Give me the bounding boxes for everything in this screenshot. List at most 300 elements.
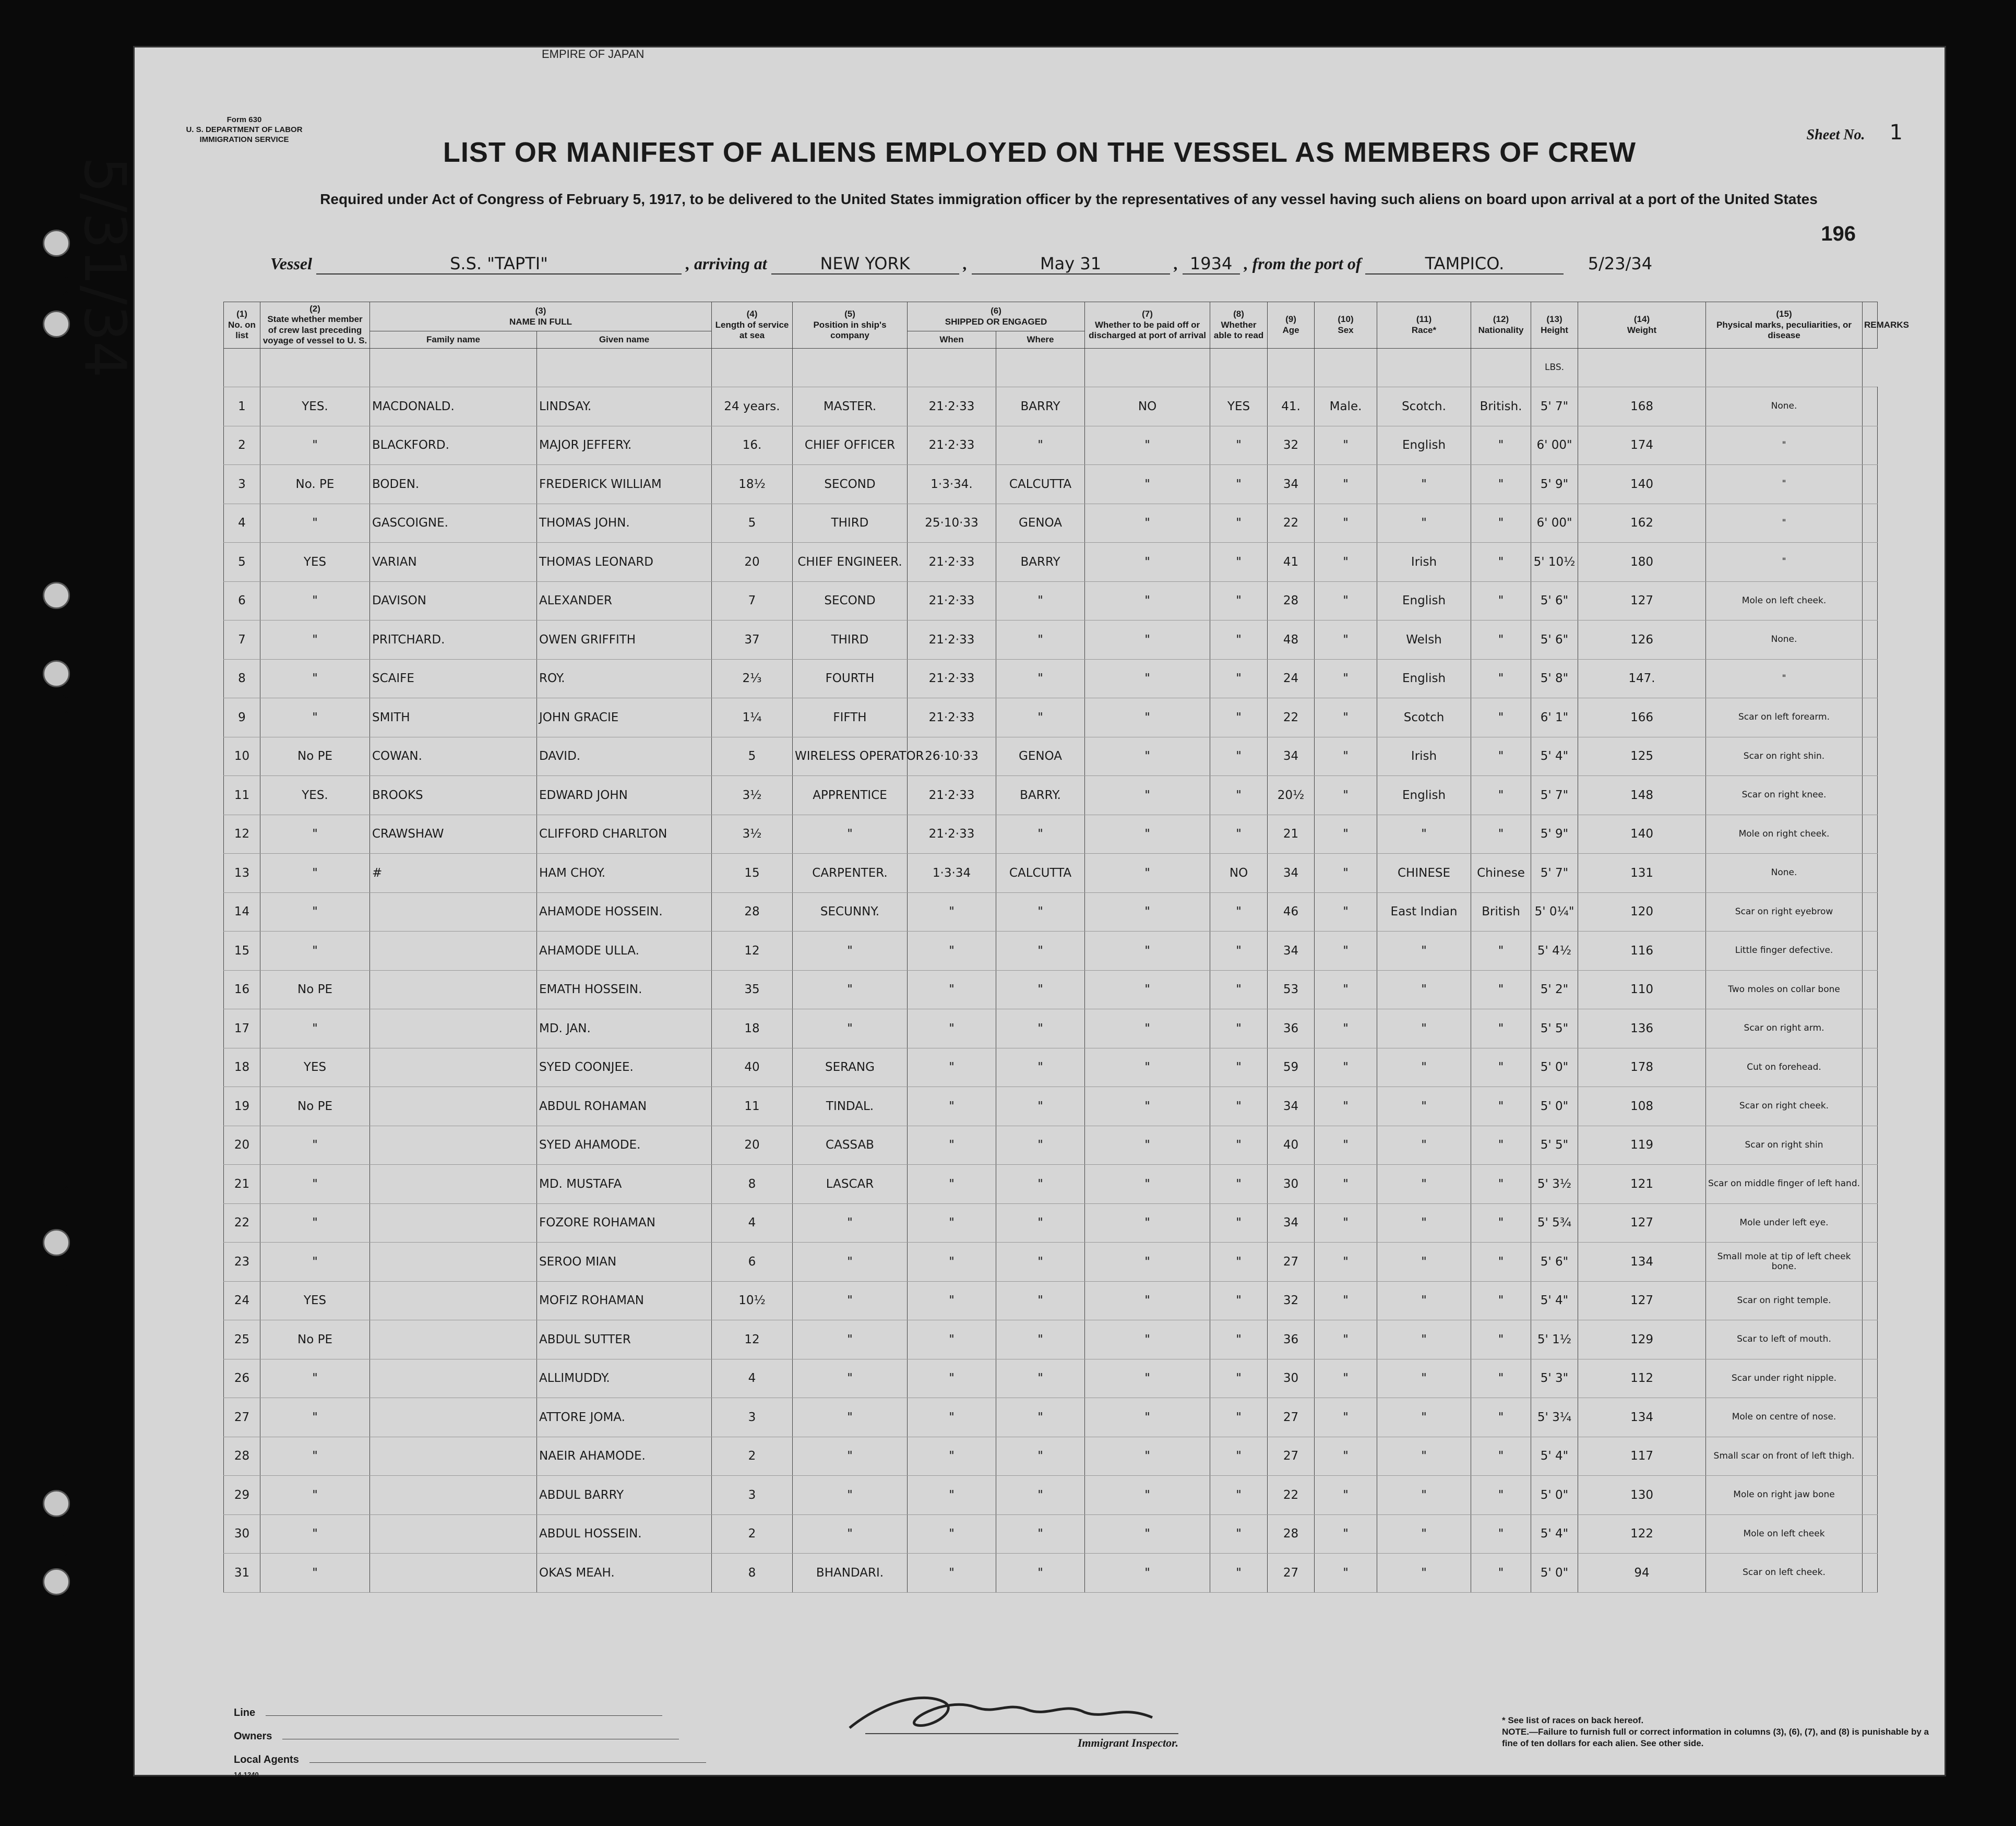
sheet-label: Sheet No. xyxy=(1806,127,1865,143)
paid-off-cell: " xyxy=(1085,1243,1210,1282)
shipped-when-cell: 21·2·33 xyxy=(908,659,996,698)
sex-cell: " xyxy=(1315,698,1377,737)
remarks-cell xyxy=(1863,1009,1878,1048)
weight-cell: 108 xyxy=(1578,1087,1706,1126)
race-cell: " xyxy=(1377,1203,1471,1243)
age-cell: 34 xyxy=(1268,1203,1315,1243)
given-name-cell: LINDSAY. xyxy=(537,387,712,426)
age-cell: 30 xyxy=(1268,1359,1315,1398)
weight-cell: 140 xyxy=(1578,815,1706,854)
crew-rows xyxy=(224,348,1878,1592)
row-number-cell: 12 xyxy=(224,815,260,854)
race-cell: " xyxy=(1377,815,1471,854)
remarks-cell xyxy=(1863,1087,1878,1126)
age-cell: 28 xyxy=(1268,581,1315,620)
position-cell: " xyxy=(793,1398,908,1437)
shipped-when-cell: 26·10·33 xyxy=(908,737,996,776)
departure-date: 5/23/34 xyxy=(1588,254,1653,273)
able-to-read-cell: " xyxy=(1210,1320,1268,1359)
remarks-cell xyxy=(1863,854,1878,893)
race-cell: " xyxy=(1377,1514,1471,1554)
table-row xyxy=(224,698,1878,737)
row-number-cell: 23 xyxy=(224,1243,260,1282)
family-name-cell xyxy=(370,1165,537,1204)
age-cell: 46 xyxy=(1268,892,1315,932)
table-row xyxy=(224,854,1878,893)
paid-off-cell: " xyxy=(1085,659,1210,698)
remarks-cell xyxy=(1863,1554,1878,1593)
weight-cell: 121 xyxy=(1578,1165,1706,1204)
able-to-read-cell: " xyxy=(1210,1359,1268,1398)
row-number-cell: 13 xyxy=(224,854,260,893)
sex-cell: " xyxy=(1315,932,1377,971)
race-cell: " xyxy=(1377,1320,1471,1359)
table-row xyxy=(224,815,1878,854)
table-row xyxy=(224,1359,1878,1398)
remarks-cell xyxy=(1863,543,1878,582)
age-cell: 27 xyxy=(1268,1398,1315,1437)
row-number-cell: 16 xyxy=(224,970,260,1009)
from-port: TAMPICO. xyxy=(1365,254,1564,275)
shipped-when-cell: " xyxy=(908,1048,996,1087)
height-cell: 5' 5" xyxy=(1531,1009,1578,1048)
shipped-where-cell: " xyxy=(996,815,1085,854)
given-name-cell: ABDUL BARRY xyxy=(537,1476,712,1515)
table-row xyxy=(224,659,1878,698)
row-number-cell: 15 xyxy=(224,932,260,971)
age-cell: 34 xyxy=(1268,854,1315,893)
arrival-date: May 31 xyxy=(972,254,1170,275)
paid-off-cell: " xyxy=(1085,776,1210,815)
shipped-where-cell: " xyxy=(996,620,1085,660)
sex-cell: " xyxy=(1315,892,1377,932)
sex-cell: " xyxy=(1315,1320,1377,1359)
weight-cell: 131 xyxy=(1578,854,1706,893)
col-given-name-header: Given name xyxy=(537,331,712,348)
weight-cell: 117 xyxy=(1578,1437,1706,1476)
nationality-cell: " xyxy=(1471,1398,1531,1437)
arriving-port: NEW YORK xyxy=(771,254,959,275)
shipped-when-cell: " xyxy=(908,1514,996,1554)
nationality-cell: " xyxy=(1471,1437,1531,1476)
table-row xyxy=(224,970,1878,1009)
length-of-service-cell: 11 xyxy=(712,1087,793,1126)
length-of-service-cell: 3½ xyxy=(712,815,793,854)
able-to-read-cell: " xyxy=(1210,1203,1268,1243)
age-cell: 34 xyxy=(1268,737,1315,776)
family-name-cell: PRITCHARD. xyxy=(370,620,537,660)
length-of-service-cell: 1¼ xyxy=(712,698,793,737)
row-number-cell: 31 xyxy=(224,1554,260,1593)
age-cell: 41. xyxy=(1268,387,1315,426)
position-cell: CARPENTER. xyxy=(793,854,908,893)
height-cell: 5' 9" xyxy=(1531,815,1578,854)
physical-marks-cell: Mole under left eye. xyxy=(1706,1203,1863,1243)
family-name-cell: MACDONALD. xyxy=(370,387,537,426)
sex-cell: " xyxy=(1315,737,1377,776)
empire-stamp: EMPIRE OF JAPAN xyxy=(542,47,645,61)
manifest-page xyxy=(133,46,1946,1779)
family-name-cell xyxy=(370,932,537,971)
height-cell: 6' 00" xyxy=(1531,504,1578,543)
length-of-service-cell: 12 xyxy=(712,1320,793,1359)
penalty-note: NOTE.—Failure to furnish full or correct information in columns (3), (6), (7), and (8) is punishable by a fine of ten dollars for each alien. See other side. xyxy=(1502,1727,1929,1749)
shipped-when-cell: 21·2·33 xyxy=(908,387,996,426)
length-of-service-cell: 5 xyxy=(712,504,793,543)
family-name-cell: DAVISON xyxy=(370,581,537,620)
arriving-label: , arriving at xyxy=(686,254,767,273)
position-cell: LASCAR xyxy=(793,1165,908,1204)
paid-off-cell: " xyxy=(1085,932,1210,971)
sex-cell: " xyxy=(1315,1281,1377,1320)
position-cell: MASTER. xyxy=(793,387,908,426)
race-cell: Scotch. xyxy=(1377,387,1471,426)
physical-marks-cell: " xyxy=(1706,659,1863,698)
sex-cell: " xyxy=(1315,970,1377,1009)
length-of-service-cell: 2⅓ xyxy=(712,659,793,698)
paid-off-cell: " xyxy=(1085,854,1210,893)
sex-cell: " xyxy=(1315,1437,1377,1476)
col-paid-off-header: (7) Whether to be paid off or discharged at port of arrival xyxy=(1085,302,1210,349)
col-service-header: (4) Length of service at sea xyxy=(712,302,793,349)
prev-voyage-cell: " xyxy=(260,659,370,698)
physical-marks-cell: Scar to left of mouth. xyxy=(1706,1320,1863,1359)
table-row xyxy=(224,1165,1878,1204)
prev-voyage-cell: " xyxy=(260,892,370,932)
paid-off-cell: " xyxy=(1085,1514,1210,1554)
height-cell: 5' 3½ xyxy=(1531,1165,1578,1204)
table-row xyxy=(224,1320,1878,1359)
prev-voyage-cell: " xyxy=(260,932,370,971)
family-name-cell: COWAN. xyxy=(370,737,537,776)
from-label: , from the port of xyxy=(1244,254,1362,273)
nationality-cell: " xyxy=(1471,620,1531,660)
family-name-cell xyxy=(370,1281,537,1320)
shipped-where-cell: " xyxy=(996,970,1085,1009)
physical-marks-cell: Little finger defective. xyxy=(1706,932,1863,971)
table-row xyxy=(224,387,1878,426)
shipped-where-cell: " xyxy=(996,932,1085,971)
age-cell: 40 xyxy=(1268,1126,1315,1165)
remarks-cell xyxy=(1863,1359,1878,1398)
row-number-cell: 25 xyxy=(224,1320,260,1359)
col-no-header: (1) No. on list xyxy=(224,302,260,349)
remarks-cell xyxy=(1863,620,1878,660)
length-of-service-cell: 28 xyxy=(712,892,793,932)
physical-marks-cell: " xyxy=(1706,504,1863,543)
prev-voyage-cell: " xyxy=(260,504,370,543)
position-cell: THIRD xyxy=(793,504,908,543)
table-row xyxy=(224,504,1878,543)
prev-voyage-cell: " xyxy=(260,698,370,737)
position-cell: TINDAL. xyxy=(793,1087,908,1126)
physical-marks-cell: Small mole at tip of left cheek bone. xyxy=(1706,1243,1863,1282)
height-cell: 5' 7" xyxy=(1531,387,1578,426)
nationality-cell: " xyxy=(1471,1514,1531,1554)
row-number-cell: 10 xyxy=(224,737,260,776)
height-cell: 5' 6" xyxy=(1531,620,1578,660)
length-of-service-cell: 3 xyxy=(712,1476,793,1515)
table-row xyxy=(224,1203,1878,1243)
height-cell: 5' 4½ xyxy=(1531,932,1578,971)
binder-hole xyxy=(43,1490,70,1517)
nationality-cell: " xyxy=(1471,504,1531,543)
given-name-cell: HAM CHOY. xyxy=(537,854,712,893)
nationality-cell: " xyxy=(1471,1203,1531,1243)
family-name-cell xyxy=(370,1476,537,1515)
sex-cell: " xyxy=(1315,1359,1377,1398)
nationality-cell: British. xyxy=(1471,387,1531,426)
position-cell: " xyxy=(793,1514,908,1554)
nationality-cell: " xyxy=(1471,1009,1531,1048)
race-cell: " xyxy=(1377,1437,1471,1476)
paid-off-cell: " xyxy=(1085,1437,1210,1476)
able-to-read-cell: NO xyxy=(1210,854,1268,893)
shipped-where-cell: " xyxy=(996,1009,1085,1048)
sex-cell: " xyxy=(1315,776,1377,815)
nationality-cell: British xyxy=(1471,892,1531,932)
remarks-cell xyxy=(1863,1165,1878,1204)
sex-cell: " xyxy=(1315,504,1377,543)
length-of-service-cell: 12 xyxy=(712,932,793,971)
column-numbers-row xyxy=(224,302,1878,331)
shipped-when-cell: 21·2·33 xyxy=(908,581,996,620)
given-name-cell: THOMAS JOHN. xyxy=(537,504,712,543)
given-name-cell: EMATH HOSSEIN. xyxy=(537,970,712,1009)
length-of-service-cell: 18 xyxy=(712,1009,793,1048)
shipped-when-cell: 1·3·34. xyxy=(908,465,996,504)
row-number-cell: 26 xyxy=(224,1359,260,1398)
race-cell: English xyxy=(1377,426,1471,465)
sex-cell: " xyxy=(1315,620,1377,660)
shipped-where-cell: BARRY xyxy=(996,387,1085,426)
position-cell: " xyxy=(793,1359,908,1398)
binder-hole xyxy=(43,582,70,609)
position-cell: CHIEF OFFICER xyxy=(793,426,908,465)
race-cell: English xyxy=(1377,581,1471,620)
physical-marks-cell: Scar on right shin xyxy=(1706,1126,1863,1165)
sex-cell: " xyxy=(1315,1203,1377,1243)
race-cell: " xyxy=(1377,1398,1471,1437)
service-name: IMMIGRATION SERVICE xyxy=(199,135,289,144)
paid-off-cell: " xyxy=(1085,581,1210,620)
height-cell: 5' 4" xyxy=(1531,737,1578,776)
height-cell: 5' 4" xyxy=(1531,1281,1578,1320)
table-row xyxy=(224,892,1878,932)
prev-voyage-cell: No PE xyxy=(260,1087,370,1126)
length-of-service-cell: 3 xyxy=(712,1398,793,1437)
able-to-read-cell: " xyxy=(1210,1554,1268,1593)
race-cell: " xyxy=(1377,1048,1471,1087)
race-cell: Scotch xyxy=(1377,698,1471,737)
prev-voyage-cell: No PE xyxy=(260,737,370,776)
race-cell: " xyxy=(1377,1243,1471,1282)
race-cell: Irish xyxy=(1377,737,1471,776)
family-name-cell xyxy=(370,1320,537,1359)
prev-voyage-cell: " xyxy=(260,1243,370,1282)
paid-off-cell: " xyxy=(1085,620,1210,660)
physical-marks-cell: Scar on left cheek. xyxy=(1706,1554,1863,1593)
shipped-where-cell: " xyxy=(996,1087,1085,1126)
length-of-service-cell: 16. xyxy=(712,426,793,465)
nationality-cell: " xyxy=(1471,1048,1531,1087)
age-cell: 59 xyxy=(1268,1048,1315,1087)
age-cell: 22 xyxy=(1268,698,1315,737)
row-number-cell: 21 xyxy=(224,1165,260,1204)
shipped-when-cell: 21·2·33 xyxy=(908,543,996,582)
shipped-when-cell: " xyxy=(908,1476,996,1515)
weight-cell: 147. xyxy=(1578,659,1706,698)
position-cell: " xyxy=(793,932,908,971)
weight-cell: 122 xyxy=(1578,1514,1706,1554)
prev-voyage-cell: YES xyxy=(260,1281,370,1320)
shipped-when-cell: " xyxy=(908,1281,996,1320)
given-name-cell: SYED AHAMODE. xyxy=(537,1126,712,1165)
family-name-cell: BODEN. xyxy=(370,465,537,504)
position-cell: CHIEF ENGINEER. xyxy=(793,543,908,582)
row-number-cell: 28 xyxy=(224,1437,260,1476)
age-cell: 22 xyxy=(1268,504,1315,543)
remarks-cell xyxy=(1863,1437,1878,1476)
age-cell: 24 xyxy=(1268,659,1315,698)
prev-voyage-cell: YES. xyxy=(260,387,370,426)
remarks-cell xyxy=(1863,426,1878,465)
length-of-service-cell: 4 xyxy=(712,1359,793,1398)
length-of-service-cell: 5 xyxy=(712,737,793,776)
position-cell: " xyxy=(793,815,908,854)
remarks-cell xyxy=(1863,698,1878,737)
family-name-cell: CRAWSHAW xyxy=(370,815,537,854)
sheet-number: 1 xyxy=(1889,121,1903,145)
height-cell: 6' 00" xyxy=(1531,426,1578,465)
paid-off-cell: " xyxy=(1085,1009,1210,1048)
able-to-read-cell: " xyxy=(1210,1165,1268,1204)
col-height-header: (13) Height xyxy=(1531,302,1578,349)
shipped-where-cell: " xyxy=(996,581,1085,620)
family-name-cell xyxy=(370,1087,537,1126)
row-number-cell: 24 xyxy=(224,1281,260,1320)
remarks-cell xyxy=(1863,504,1878,543)
able-to-read-cell: " xyxy=(1210,815,1268,854)
family-name-cell: GASCOIGNE. xyxy=(370,504,537,543)
able-to-read-cell: " xyxy=(1210,932,1268,971)
weight-cell: 130 xyxy=(1578,1476,1706,1515)
length-of-service-cell: 2 xyxy=(712,1514,793,1554)
table-row xyxy=(224,737,1878,776)
remarks-cell xyxy=(1863,1398,1878,1437)
prev-voyage-cell: No. PE xyxy=(260,465,370,504)
age-cell: 41 xyxy=(1268,543,1315,582)
able-to-read-cell: " xyxy=(1210,1087,1268,1126)
given-name-cell: ABDUL HOSSEIN. xyxy=(537,1514,712,1554)
position-cell: " xyxy=(793,970,908,1009)
physical-marks-cell: Two moles on collar bone xyxy=(1706,970,1863,1009)
table-row xyxy=(224,543,1878,582)
remarks-cell xyxy=(1863,776,1878,815)
given-name-cell: MAJOR JEFFERY. xyxy=(537,426,712,465)
shipped-when-cell: " xyxy=(908,1087,996,1126)
shipped-where-cell: " xyxy=(996,1514,1085,1554)
row-number-cell: 4 xyxy=(224,504,260,543)
length-of-service-cell: 18½ xyxy=(712,465,793,504)
prev-voyage-cell: " xyxy=(260,1554,370,1593)
weight-cell: 112 xyxy=(1578,1359,1706,1398)
family-name-cell xyxy=(370,1048,537,1087)
remarks-cell xyxy=(1863,1320,1878,1359)
binder-hole xyxy=(43,271,70,299)
shipped-when-cell: 1·3·34 xyxy=(908,854,996,893)
given-name-cell: OKAS MEAH. xyxy=(537,1554,712,1593)
row-number-cell: 20 xyxy=(224,1126,260,1165)
weight-cell: 119 xyxy=(1578,1126,1706,1165)
sex-cell: " xyxy=(1315,1126,1377,1165)
arrival-year: 1934 xyxy=(1183,254,1240,275)
remarks-cell xyxy=(1863,659,1878,698)
able-to-read-cell: " xyxy=(1210,698,1268,737)
prev-voyage-cell: " xyxy=(260,426,370,465)
height-cell: 5' 9" xyxy=(1531,465,1578,504)
position-cell: " xyxy=(793,1243,908,1282)
physical-marks-cell: Scar on right arm. xyxy=(1706,1009,1863,1048)
table-row xyxy=(224,581,1878,620)
col-age-header: (9) Age xyxy=(1268,302,1315,349)
family-name-cell xyxy=(370,892,537,932)
footer-line-field: Line xyxy=(234,1707,662,1719)
col-prev-voyage-header: (2) State whether member of crew last preceding voyage of vessel to U. S. xyxy=(260,302,370,349)
sex-cell: " xyxy=(1315,1514,1377,1554)
inspector-label: Immigrant Inspector. xyxy=(865,1733,1178,1750)
able-to-read-cell: " xyxy=(1210,892,1268,932)
row-number-cell: 7 xyxy=(224,620,260,660)
shipped-when-cell: 21·2·33 xyxy=(908,815,996,854)
position-cell: " xyxy=(793,1203,908,1243)
paid-off-cell: " xyxy=(1085,892,1210,932)
footer-owners-field: Owners xyxy=(234,1730,679,1743)
physical-marks-cell: Scar under right nipple. xyxy=(1706,1359,1863,1398)
row-number-cell: 8 xyxy=(224,659,260,698)
able-to-read-cell: " xyxy=(1210,1281,1268,1320)
position-cell: " xyxy=(793,1476,908,1515)
height-cell: 5' 0¼" xyxy=(1531,892,1578,932)
remarks-cell xyxy=(1863,1126,1878,1165)
given-name-cell: ABDUL SUTTER xyxy=(537,1320,712,1359)
physical-marks-cell: None. xyxy=(1706,387,1863,426)
footer-notes xyxy=(1502,1715,1930,1749)
given-name-cell: MD. JAN. xyxy=(537,1009,712,1048)
race-cell: " xyxy=(1377,1281,1471,1320)
able-to-read-cell: " xyxy=(1210,620,1268,660)
paid-off-cell: " xyxy=(1085,504,1210,543)
family-name-cell xyxy=(370,1203,537,1243)
shipped-when-cell: " xyxy=(908,1126,996,1165)
inspector-signature xyxy=(839,1681,1204,1738)
family-name-cell: SCAIFE xyxy=(370,659,537,698)
able-to-read-cell: " xyxy=(1210,1243,1268,1282)
remarks-cell xyxy=(1863,892,1878,932)
age-cell: 30 xyxy=(1268,1165,1315,1204)
remarks-cell xyxy=(1863,387,1878,426)
race-cell: " xyxy=(1377,1359,1471,1398)
given-name-cell: MD. MUSTAFA xyxy=(537,1165,712,1204)
position-cell: SECOND xyxy=(793,581,908,620)
given-name-cell: FREDERICK WILLIAM xyxy=(537,465,712,504)
weight-cell: 125 xyxy=(1578,737,1706,776)
col-position-header: (5) Position in ship's company xyxy=(793,302,908,349)
age-cell: 48 xyxy=(1268,620,1315,660)
given-name-cell: THOMAS LEONARD xyxy=(537,543,712,582)
col-remarks-header: REMARKS xyxy=(1863,302,1878,349)
prev-voyage-cell: " xyxy=(260,581,370,620)
